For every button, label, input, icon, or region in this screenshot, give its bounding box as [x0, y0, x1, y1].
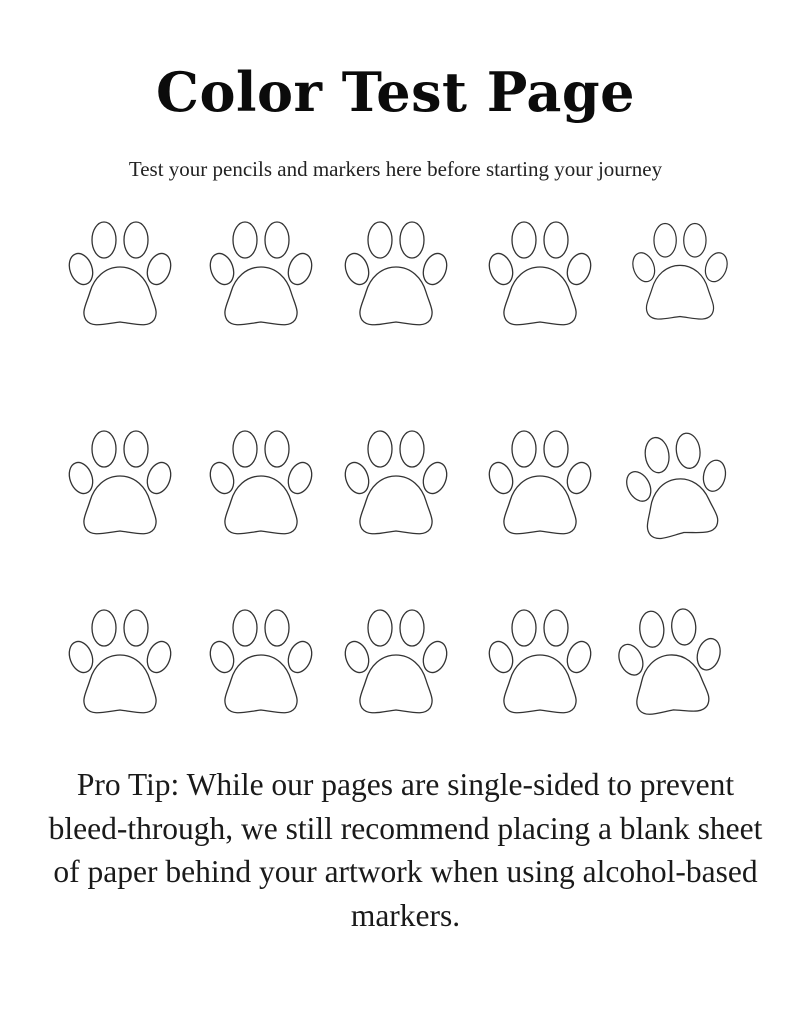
paw-toe	[629, 250, 658, 285]
paw-toe	[65, 250, 97, 288]
paw-toe	[284, 459, 316, 497]
paw-toe	[694, 636, 724, 673]
paw-toe	[419, 459, 451, 497]
paw-toe	[233, 431, 257, 467]
paw-toe	[419, 250, 451, 288]
paw-toe	[206, 250, 238, 288]
paw-toe	[143, 250, 175, 288]
paw-toe	[674, 432, 702, 470]
paw-toe	[143, 459, 175, 497]
paw-toe	[563, 459, 595, 497]
paw-toe	[233, 610, 257, 646]
paw-toe	[512, 431, 536, 467]
paw-toe	[614, 641, 647, 679]
paw-toe	[341, 638, 373, 676]
paw-toe	[684, 224, 706, 257]
paw-toe	[284, 250, 316, 288]
paw-toe	[622, 468, 656, 506]
paw-pad	[360, 267, 432, 325]
paw-toe	[400, 431, 424, 467]
paw-pad	[84, 267, 156, 325]
paw-toe	[512, 610, 536, 646]
paw-toe	[368, 431, 392, 467]
paw-toe	[233, 222, 257, 258]
paw-toe	[485, 459, 517, 497]
paw-toe	[400, 610, 424, 646]
paw-print-icon	[341, 222, 451, 325]
paw-toe	[654, 224, 676, 257]
paw-pad	[225, 655, 297, 713]
paw-toe	[265, 222, 289, 258]
paw-toe	[124, 610, 148, 646]
page-subtitle: Test your pencils and markers here before starting your journey	[128, 157, 663, 181]
paw-print-icon	[65, 222, 175, 325]
paw-toe	[341, 459, 373, 497]
paw-pad	[504, 267, 576, 325]
page-title: Color Test Page	[155, 60, 636, 124]
paw-toe	[544, 610, 568, 646]
paw-pad	[504, 476, 576, 534]
paw-toe	[512, 222, 536, 258]
paw-toe	[92, 610, 116, 646]
paw-print-icon	[206, 222, 316, 325]
paw-toe	[284, 638, 316, 676]
paw-toe	[643, 436, 671, 474]
paw-print-icon	[485, 222, 595, 325]
paw-toe	[701, 458, 729, 493]
paw-pad	[504, 655, 576, 713]
paw-toe	[65, 638, 97, 676]
paw-toe	[702, 250, 731, 285]
paw-print-icon	[485, 431, 595, 534]
paw-print-icon	[629, 224, 731, 320]
paw-pad	[646, 265, 713, 319]
paw-toe	[563, 250, 595, 288]
paw-toe	[265, 610, 289, 646]
paw-toe	[485, 250, 517, 288]
paw-toe	[92, 222, 116, 258]
paw-toe	[544, 222, 568, 258]
paw-toe	[368, 222, 392, 258]
paw-print-icon	[65, 431, 175, 534]
paw-pad	[225, 267, 297, 325]
paw-toe	[143, 638, 175, 676]
paw-print-icon	[341, 431, 451, 534]
pro-tip-text: Pro Tip: While our pages are single-sided to prevent bleed-through, we still recommend placing a blank sheet of paper behind your artwork when using alcohol-based markers.	[48, 767, 763, 933]
paw-print-icon	[612, 606, 729, 716]
paw-toe	[563, 638, 595, 676]
paw-toe	[206, 459, 238, 497]
paw-print-icon	[617, 428, 737, 543]
paw-print-icon	[341, 610, 451, 713]
paw-pad	[84, 655, 156, 713]
paw-pad	[84, 476, 156, 534]
paw-print-icon	[65, 610, 175, 713]
paw-toe	[400, 222, 424, 258]
paw-toe	[265, 431, 289, 467]
paw-toe	[368, 610, 392, 646]
paw-toe	[92, 431, 116, 467]
paw-toe	[124, 431, 148, 467]
paw-toe	[206, 638, 238, 676]
paw-toe	[65, 459, 97, 497]
paw-pad	[360, 476, 432, 534]
paw-toe	[639, 610, 665, 648]
paw-print-icon	[206, 610, 316, 713]
paw-toe	[544, 431, 568, 467]
paw-toe	[341, 250, 373, 288]
paw-toe	[671, 608, 697, 646]
paw-print-icon	[485, 610, 595, 713]
paw-toe	[419, 638, 451, 676]
paw-print-icon	[206, 431, 316, 534]
paw-pad	[225, 476, 297, 534]
paw-toe	[485, 638, 517, 676]
paw-toe	[124, 222, 148, 258]
paw-pad	[360, 655, 432, 713]
